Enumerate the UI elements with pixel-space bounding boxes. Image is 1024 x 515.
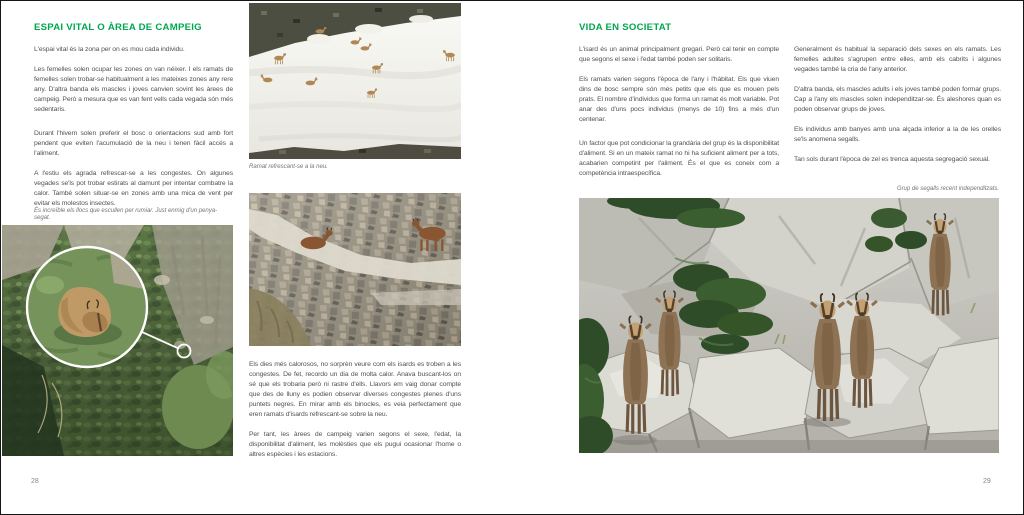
paragraph: Els dies més calorosos, no sorprèn veure com els isards es troben a les congestes. De fet, recordo un dia de molta calor. Anava buscant-los on sé que els trobaria però ni rastre d'ells. Llavors em vaig donar compte que des de lluny es podien observar diverses congestes plenes d'uns puntets negres. En mirar amb els binocles, es veia perfectament que eren ramats d'isards refrescant-se sobre la neu. [249,361,461,418]
paragraph: Tan sols durant l'època de zel es trenca aquesta segregació sexual. [794,156,990,163]
paragraph: Un factor que pot condicionar la grandària del grup és la disponibilitat d'aliment. Si en un mateix ramat no hi ha suficient aliment per a tots, acabarien competint per l'aliment. És el que es coneix com a competència intraespecífica. [579,140,779,177]
scree-photo [249,193,461,346]
chamois-group-photo [579,198,999,453]
group-photo-caption: Grup de segalls recent independitzats. [896,185,999,192]
left-page-title: ESPAI VITAL O ÀREA DE CAMPEIG [34,22,202,33]
paragraph: D'altra banda, els mascles adults i els joves també poden formar grups. Cap a l'any els mascles solen independitzar-se. És aleshores quan es poden observar grups de joves. [794,86,1001,113]
left-text-column [34,45,233,219]
cliff-photo-caption: És increïble els llocs que escullen per rumiar. Just enmig d'un penya-segat. [34,207,218,221]
snow-photo-caption: Ramat refrescant-se a la neu. [249,163,328,170]
paragraph: L'espai vital és la zona per on es mou cada individu. [34,46,185,53]
paragraph: Durant l'hivern solen preferir el bosc o orientacions sud amb fort pendent que eviten l'acumulació de la neu i tenen fàcil accés a l'aliment. [34,130,233,157]
paragraph: Les femelles solen ocupar les zones on van néixer. I els ramats de femelles solen trobar-se habitualment a les mateixes zones any rere any. D'altra banda els mascles i joves canvien sovint les àrees de campeig. Però a mesura que es van fent vells cada vegada són més sedentaris. [34,66,233,113]
paragraph: Per tant, les àrees de campeig varien segons el sexe, l'edat, la disponibilitat d'aliment, les molèsties que els pugui ocasionar l'home o altres espècies i les estacions. [249,431,461,458]
paragraph: L'isard és un animal principalment gregari. Però cal tenir en compte que segons el sexe i l'edat també poden ser solitaris. [579,46,779,63]
middle-text-column [249,360,461,470]
right-page-number: 29 [983,478,991,485]
right-text-column-2 [794,45,1001,175]
snow-herd-photo [249,3,461,159]
paragraph: Els individus amb banyes amb una alçada inferior a la de les orelles se'ls anomena segalls. [794,126,1001,143]
paragraph: Generalment és habitual la separació dels sexes en els ramats. Les femelles adultes s'agrupen entre elles, amb els cabrits i algunes vegades també la cria de l'any anterior. [794,46,1001,73]
paragraph: A l'estiu els agrada refrescar-se a les congestes. On algunes vegades se'ls pot trobar estirats al damunt per intentar combatre la calor. També solen situar-se en zones amb una mica de vent per evitar els molestos insectes. [34,170,233,207]
right-page-title: VIDA EN SOCIETAT [579,22,672,33]
left-page-number: 28 [31,478,39,485]
cliff-photo [2,225,233,456]
paragraph: Els ramats varien segons l'època de l'any i l'hàbitat. Els que viuen dins de bosc sempre són més petits que els que es mouen pels prats. El nombre d'individus que forma un ramat és molt variable. Pot anar des d'uns pocs individus (menys de 10) fins a més d'un centenar. [579,76,779,123]
right-text-column-1 [579,45,779,189]
